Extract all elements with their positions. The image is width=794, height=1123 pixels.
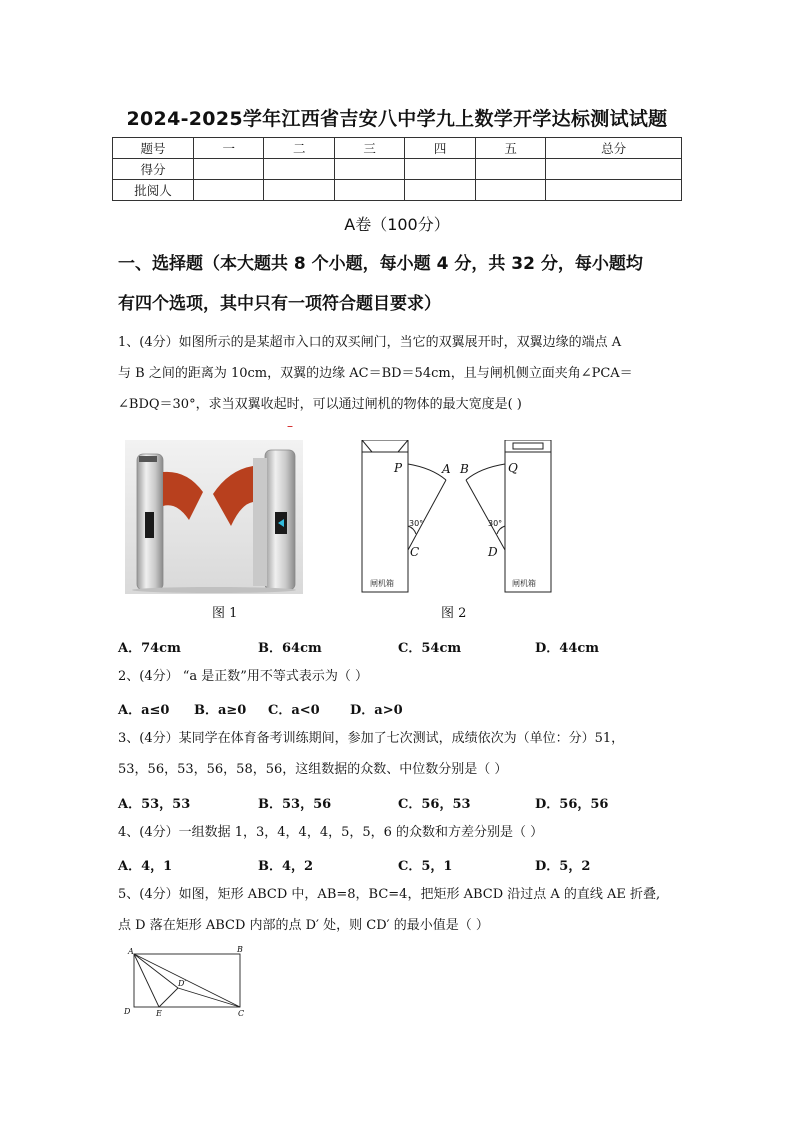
option-d[interactable]: D．44cm [535,641,600,656]
option-a[interactable]: A．74cm [118,641,181,656]
score-cell [264,159,334,180]
option-c[interactable]: C．56，53 [398,797,471,812]
option-c[interactable]: C．5，1 [398,859,453,874]
score-row-label: 批阅人 [113,180,194,201]
score-header-cell: 一 [194,138,264,159]
question-line: 1、(4分）如图所示的是某超市入口的双买闸门，当它的双翼展开时，双翼边缘的端点 A [118,335,622,350]
option-b[interactable]: B．a≥0 [194,703,247,718]
score-row-label: 得分 [113,159,194,180]
score-cell [264,180,334,201]
arc-qb [466,464,505,480]
score-cell [475,159,545,180]
figure-2-caption: 图 2 [441,606,467,621]
exam-title: 2024-2025学年江西省吉安八中学九上数学开学达标测试试题 [126,108,668,130]
score-cell [194,180,264,201]
label-c: C [410,545,420,559]
option-b[interactable]: B．4，2 [258,859,314,874]
score-cell [546,180,682,201]
option-c[interactable]: C．54cm [398,641,462,656]
label-a: A [442,462,451,476]
section1-heading-line2: 有四个选项，其中只有一项符合题目要求） [118,294,441,314]
rect-label-a: A [128,947,134,956]
question-2 [118,661,683,692]
score-cell [405,159,475,180]
option-b[interactable]: B．53，56 [258,797,332,812]
rect-label-d: D [124,1007,131,1016]
option-a[interactable]: A．53，53 [118,797,191,812]
question-line: 点 D 落在矩形 ABCD 内部的点 D′ 处，则 CD′ 的最小值是（ ） [118,918,489,933]
question-4-options [118,855,683,875]
question-5 [118,879,683,941]
question-1-options [118,637,683,657]
turnstile-photo [125,440,303,594]
option-a[interactable]: A．4，1 [118,859,173,874]
score-cell [194,159,264,180]
question-line: 5、(4分）如图，矩形 ABCD 中，AB=8，BC=4，把矩形 ABCD 沿过点 A 的直线 AE 折叠, [118,887,661,902]
question-line: 2、(4分） “a 是正数”用不等式表示为（ ） [118,669,369,684]
question-line: 与 B 之间的距离为 10cm，双翼的边缘 AC＝BD＝54cm，且与闸机侧立面夹角∠PCA＝ [118,366,633,381]
score-header-cell: 二 [264,138,334,159]
score-table-row [113,180,682,201]
option-d[interactable]: D．5，2 [535,859,591,874]
angle-label-left: 30° [409,519,424,528]
label-d: D [488,545,498,559]
box-label-right: 闸机箱 [512,579,536,588]
label-p: P [394,461,403,475]
wing-db [466,480,505,550]
option-d[interactable]: D．56，56 [535,797,609,812]
question-4 [118,817,683,848]
arc-pa [408,464,446,480]
section-a-heading: A卷（100分） [344,215,450,234]
box-label-left: 闸机箱 [370,579,394,588]
score-cell [334,180,404,201]
question-3-options [118,793,683,813]
score-header-cell: 三 [334,138,404,159]
score-cell [546,159,682,180]
red-dash-mark: – [287,419,293,433]
question-line: ∠BDQ＝30°，求当双翼收起时，可以通过闸机的物体的最大宽度是( ) [118,397,522,412]
angle-label-right: 30° [488,519,503,528]
option-b[interactable]: B．64cm [258,641,322,656]
turnstile-diagram [360,440,555,594]
question-1 [118,327,683,420]
rect-label-b: B [237,945,243,954]
score-table-header-row [113,138,682,159]
score-header-cell: 五 [475,138,545,159]
rectangle-fold-figure [120,944,255,1020]
rect-label-e: E [156,1009,162,1018]
section1-heading-line1: 一、选择题（本大题共 8 个小题，每小题 4 分，共 32 分，每小题均 [118,254,643,274]
label-b: B [460,462,469,476]
option-d[interactable]: D．a>0 [350,703,403,718]
figure-1-caption: 图 1 [212,606,238,621]
wing-ca [408,480,446,550]
question-line: 53，56，53，56，58，56，这组数据的众数、中位数分别是（ ） [118,762,508,777]
rect-label-d-prime: D′ [178,979,187,988]
question-line: 3、(4分）某同学在体育备考训练期间，参加了七次测试，成绩依次为（单位：分）51， [118,731,625,746]
question-line: 4、(4分）一组数据 1，3，4，4，4，5，5，6 的众数和方差分别是（ ） [118,825,544,840]
score-header-cell: 题号 [113,138,194,159]
score-table-row [113,159,682,180]
score-cell [405,180,475,201]
score-header-cell: 总分 [546,138,682,159]
question-2-options [118,699,683,719]
score-table [112,137,682,201]
score-header-cell: 四 [405,138,475,159]
rect-label-c: C [238,1009,245,1018]
score-cell [475,180,545,201]
score-cell [334,159,404,180]
option-a[interactable]: A．a≤0 [118,703,170,718]
option-c[interactable]: C．a<0 [268,703,320,718]
question-3 [118,723,683,785]
label-q: Q [508,461,518,475]
